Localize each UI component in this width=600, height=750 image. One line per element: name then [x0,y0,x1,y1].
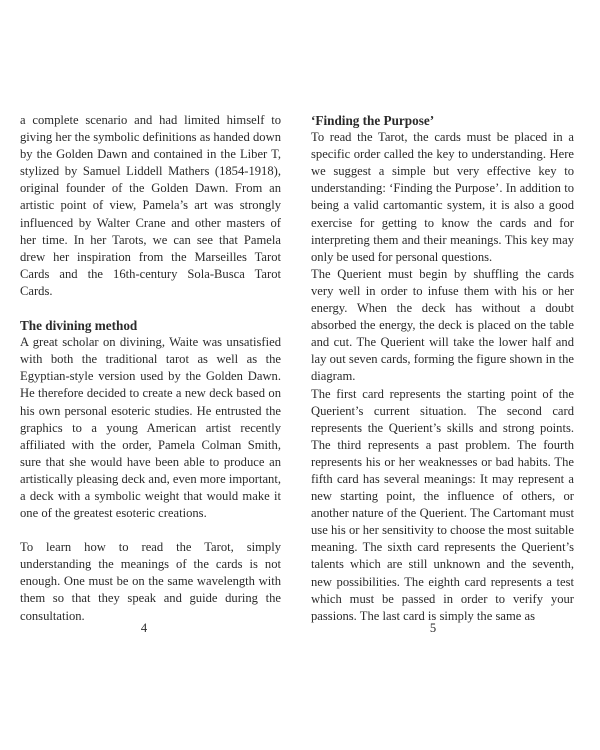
page-number-right: 5 [429,621,437,635]
right-page [300,0,600,750]
section-heading-divining-method: The divining method [20,318,138,334]
section-heading-finding-the-purpose: ‘Finding the Purpose’ [311,113,435,128]
right-paragraph-2: The Querient must begin by shuffling the cards very well in order to infuse them with his or her energy. When the deck has without a doubt absorbed the energy, the deck is placed on the table and cut. The Querient will take the lower half and lay out seven cards, forming the figure shown in the diagram. [311,266,574,384]
page-number-left: 4 [140,621,148,635]
left-paragraph-3: To learn how to read the Tarot, simply understanding the meanings of the cards is not enough. One must be on the same wavelength with them so that they speak and guide during the consultation. [20,540,281,623]
right-paragraph-1: To read the Tarot, the cards must be placed in a specific order called the key to understanding. Here we suggest a simple but very effective key to understanding: ‘Finding the Purpose’. In addition to being a valid cartomantic system, it is also a good exercise for getting to know the cards and for interpreting them and their meanings. This key may only be used for personal questions. [311,130,574,264]
left-paragraph-2: A great scholar on divining, Waite was unsatisfied with both the traditional tarot as well as the Egyptian-style version used by the Golden Dawn. He therefore decided to create a new deck based on his own personal esoteric studies. He entrusted the graphics to a young American artist recently affiliated with the order, Pamela Colman Smith, sure that she would have been able to produce an artistically pleasing deck and, even more important, a deck with a symbolic weight that would make it one of the greatest esoteric creations. [20,335,281,521]
right-paragraph-3: The first card represents the starting point of the Querient’s current situation. The second card represents the Querient’s skills and strong points. The third represents a past problem. The fourth represents his or her weaknesses or bad habits. The fifth card has several meanings: It may represent a new starting point, the influence of others, or another nature of the Querient. The Cartomant must use his or her sensitivity to choose the most suitable meaning. The sixth card represents the Querient’s talents which are still unknown and the seventh, new possibilities. The eighth card represents a test which must be passed in order to verify your passions. The last card is simply the same as [311,386,574,623]
right-column [311,112,574,625]
left-column [20,112,281,625]
left-paragraph-1: a complete scenario and had limited himself to giving her the symbolic definitions as handed down by the Golden Dawn and contained in the Liber T, stylized by Samuel Liddell Mathers (1854-1918), original founder of the Golden Dawn. From an artistic point of view, Pamela’s art was strongly influenced by Walter Crane and other masters of her time. In her Tarots, we can see that Pamela drew her inspiration from the Marseilles Tarot Cards and the 16th-century Sola-Busca Tarot Cards. [20,113,281,298]
